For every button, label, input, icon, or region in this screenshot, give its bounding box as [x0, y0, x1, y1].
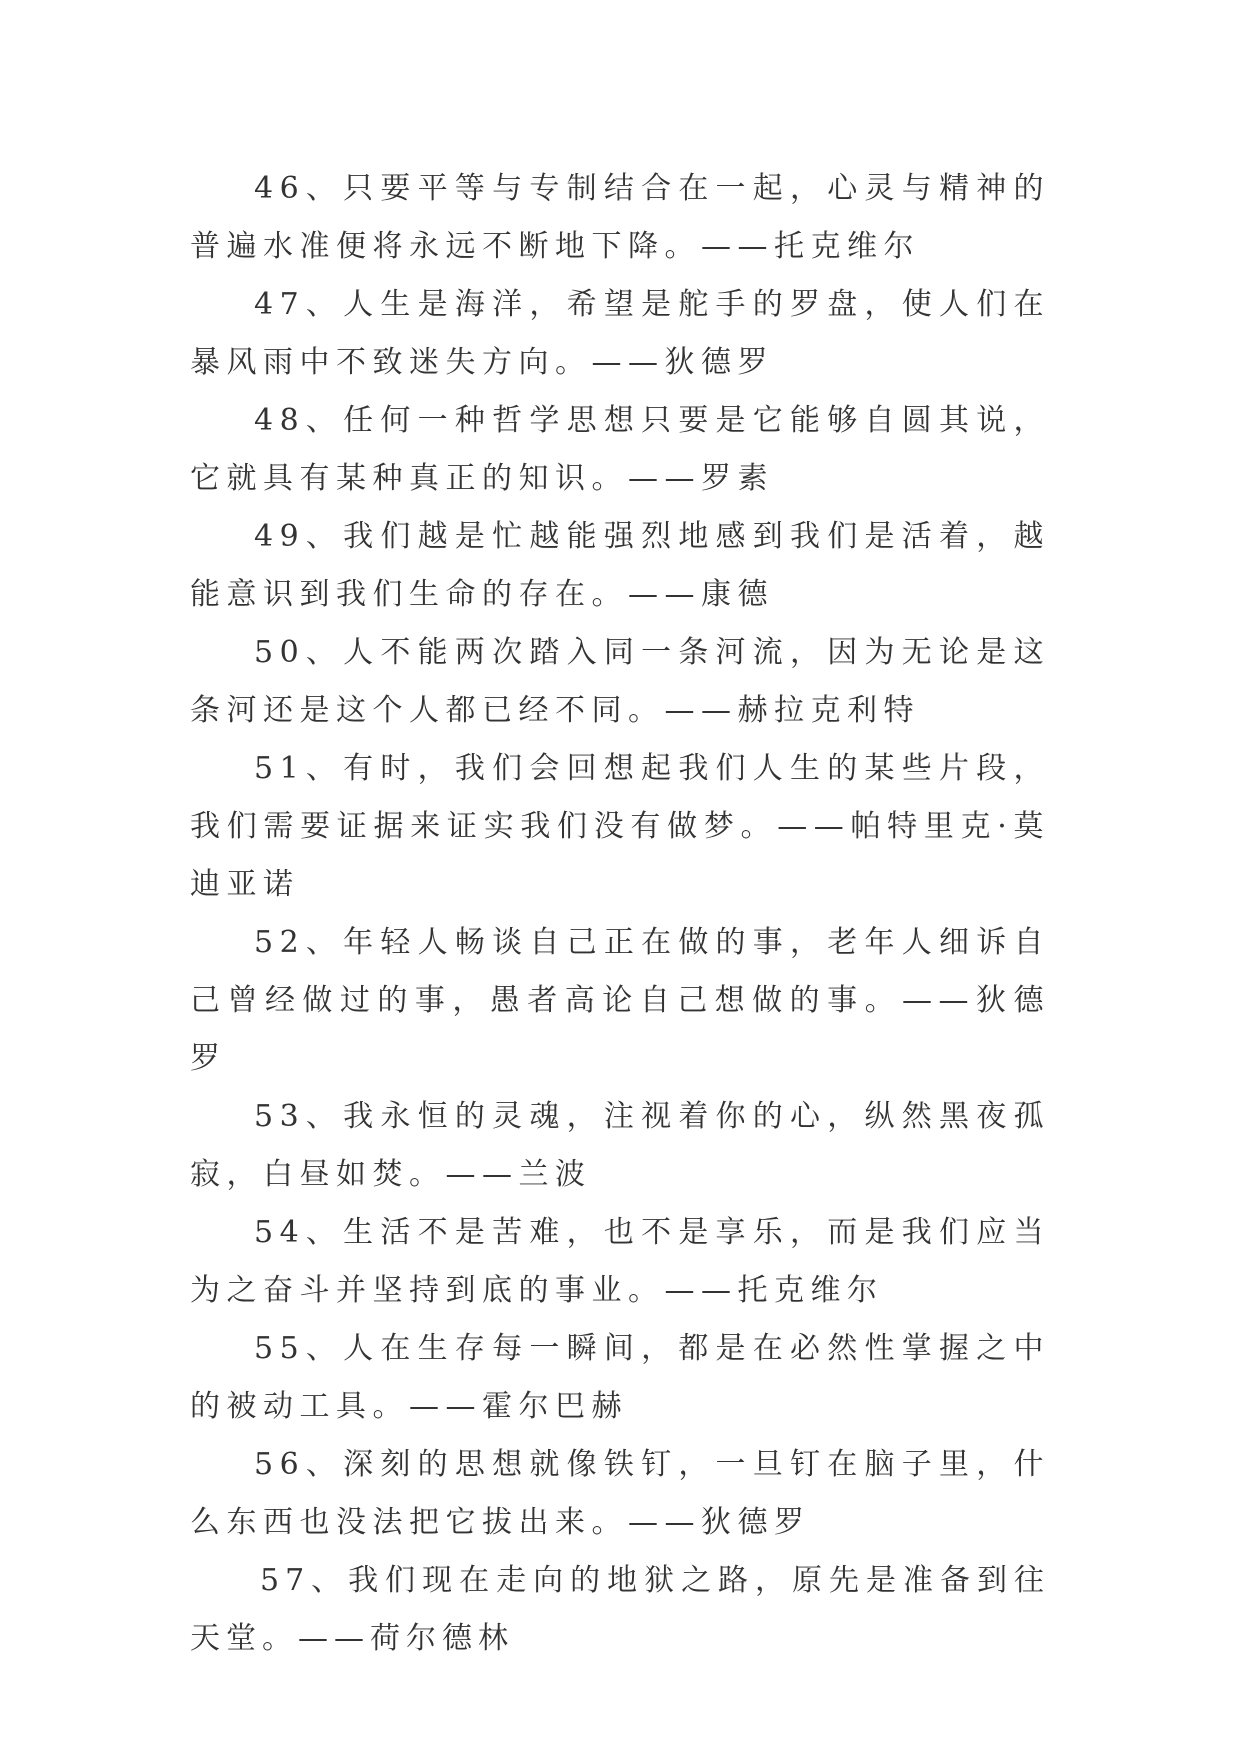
quote-paragraph: 50、人不能两次踏入同一条河流，因为无论是这条河还是这个人都已经不同。——赫拉克利特: [190, 635, 1050, 728]
quote-list: [190, 160, 1050, 1668]
quote-paragraph: 53、我永恒的灵魂，注视着你的心，纵然黑夜孤寂，白昼如焚。——兰波: [190, 1099, 1050, 1192]
quote-paragraph: 47、人生是海洋，希望是舵手的罗盘，使人们在暴风雨中不致迷失方向。——狄德罗: [190, 287, 1050, 380]
quote-paragraph: 48、任何一种哲学思想只要是它能够自圆其说，它就具有某种真正的知识。——罗素: [190, 403, 1050, 496]
quote-paragraph: 49、我们越是忙越能强烈地感到我们是活着，越能意识到我们生命的存在。——康德: [190, 519, 1050, 612]
quote-paragraph: 57、我们现在走向的地狱之路，原先是准备到往天堂。——荷尔德林: [190, 1563, 1050, 1656]
quote-paragraph: 55、人在生存每一瞬间，都是在必然性掌握之中的被动工具。——霍尔巴赫: [190, 1331, 1050, 1424]
quote-paragraph: 51、有时，我们会回想起我们人生的某些片段，我们需要证据来证实我们没有做梦。——帕特里克·莫迪亚诺: [190, 751, 1050, 902]
quote-paragraph: 46、只要平等与专制结合在一起，心灵与精神的普遍水准便将永远不断地下降。——托克维尔: [190, 171, 1050, 264]
quote-paragraph: 52、年轻人畅谈自己正在做的事，老年人细诉自己曾经做过的事，愚者高论自己想做的事。——狄德罗: [190, 925, 1050, 1076]
quote-paragraph: 56、深刻的思想就像铁钉，一旦钉在脑子里，什么东西也没法把它拔出来。——狄德罗: [190, 1447, 1050, 1540]
quote-paragraph: 54、生活不是苦难，也不是享乐，而是我们应当为之奋斗并坚持到底的事业。——托克维尔: [190, 1215, 1050, 1308]
